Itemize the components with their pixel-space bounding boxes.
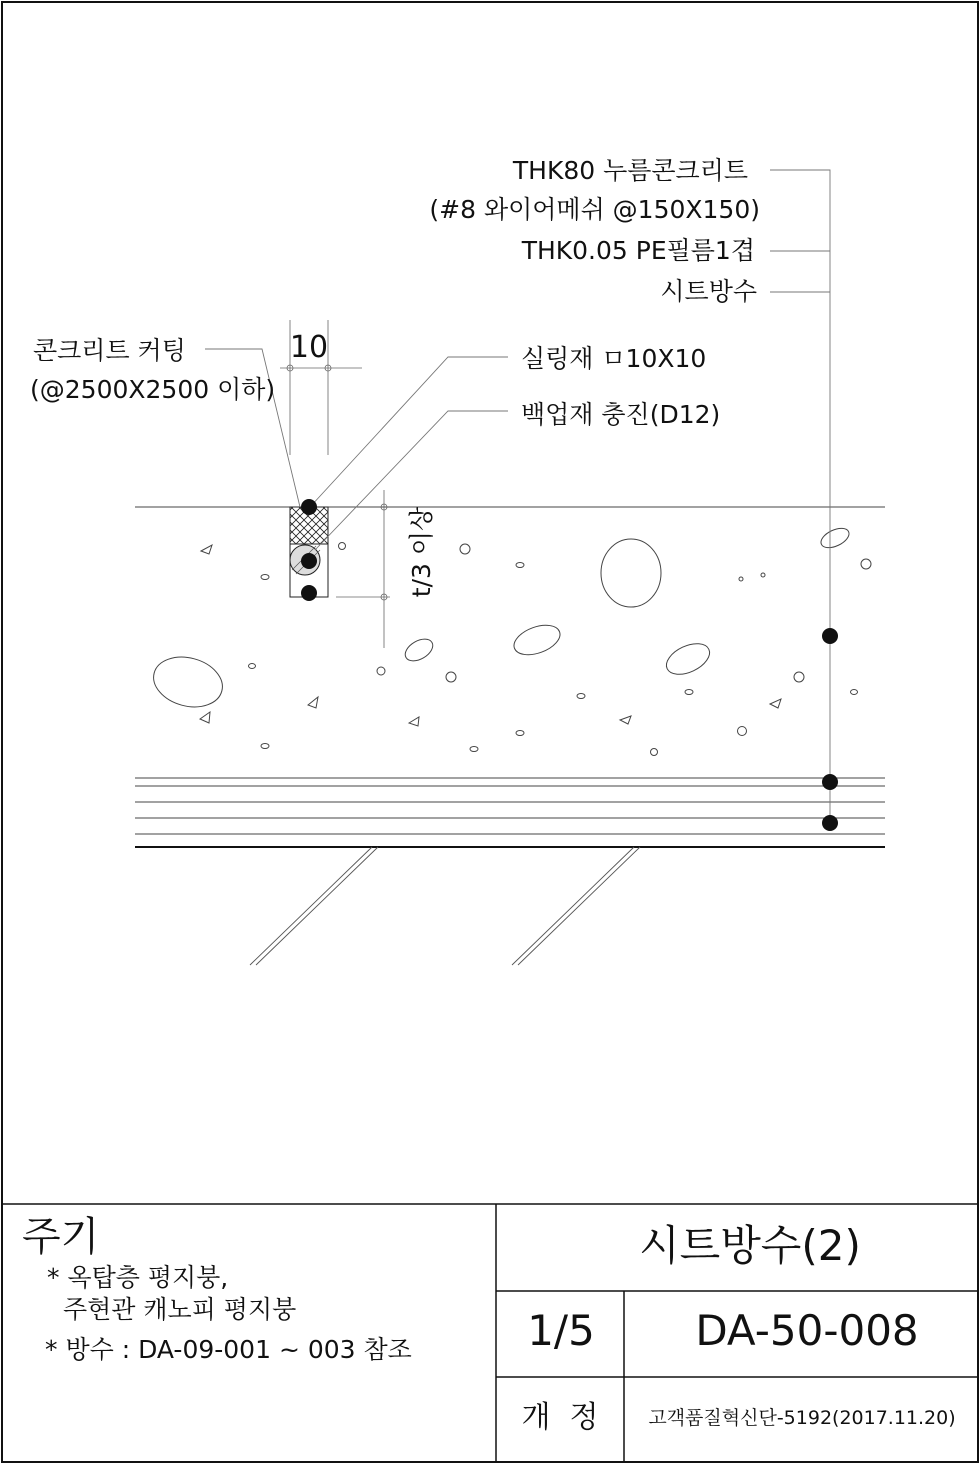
drawing-number: DA-50-008 xyxy=(695,1306,919,1355)
drawing-title: 시트방수(2) xyxy=(639,1221,861,1270)
note-2: * 방수 : DA-09-001 ~ 003 참조 xyxy=(45,1335,412,1364)
callout-sheet-waterproof: 시트방수 xyxy=(660,277,757,306)
joint-width-dimension-text: 10 xyxy=(289,330,329,365)
note-1-line2: 주현관 캐노피 평지붕 xyxy=(63,1295,297,1324)
callout-backup: 백업재 충진(D12) xyxy=(521,400,721,429)
leader-lines xyxy=(205,170,830,822)
callout-topping-line2: (#8 와이어메쉬 @150X150) xyxy=(429,195,760,224)
section-drawing xyxy=(30,156,885,965)
callout-concrete-cutting-line2: (@2500X2500 이하) xyxy=(30,375,276,404)
cut-joint xyxy=(290,507,328,597)
callout-pe-film: THK0.05 PE필름1겹 xyxy=(521,236,755,265)
aggregate-pattern xyxy=(148,524,871,755)
layer-lines xyxy=(135,778,885,847)
sheet-number: 1/5 xyxy=(527,1306,595,1355)
revision-label: 개 정 xyxy=(521,1400,599,1435)
callout-concrete-cutting-line1: 콘크리트 커팅 xyxy=(33,336,186,365)
leader-dots xyxy=(301,499,838,831)
notes-title: 주기 xyxy=(22,1214,100,1260)
callout-sealant: 실링재 ㅁ10X10 xyxy=(521,344,707,373)
revision-text: 고객품질혁신단-5192(2017.11.20) xyxy=(648,1407,956,1429)
note-1-line1: * 옥탑층 평지붕, xyxy=(47,1263,229,1292)
callout-topping-line1: THK80 누름콘크리트 xyxy=(512,156,748,185)
slab-break-lines xyxy=(250,847,640,965)
cut-depth-dimension-text: t/3 이상 xyxy=(407,506,436,598)
dimension-cut-depth xyxy=(336,490,390,648)
